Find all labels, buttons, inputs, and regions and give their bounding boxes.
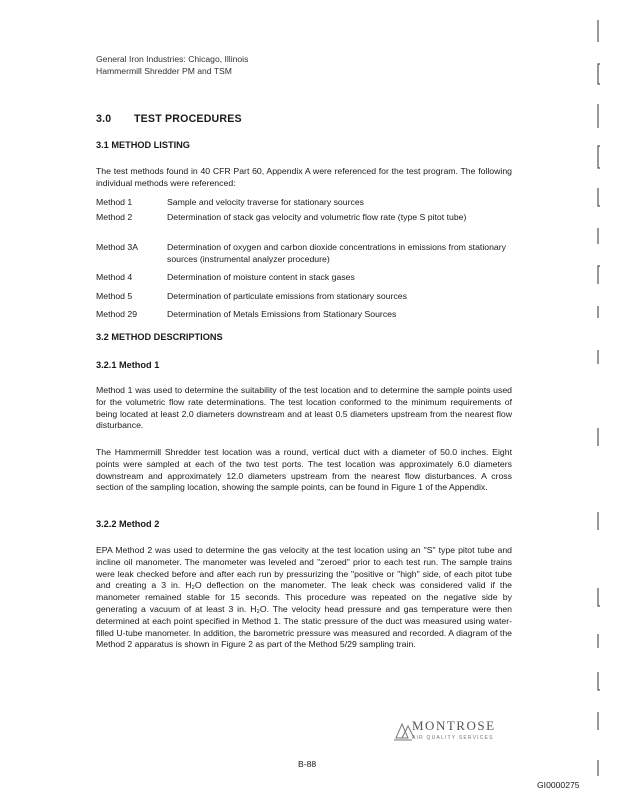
method1-paragraph-1: Method 1 was used to determine the suitability of the test location and to determine the sample points used for the volumetric flow rate determinations. The test location conformed to the minimum requirements of being located at least 2.0 diameters downstream and at least 0.5 diameters upstream from the nearest flow disturbance. [96, 385, 512, 431]
logo-subtitle: AIR QUALITY SERVICES [412, 735, 494, 741]
method-listing-heading: 3.1 METHOD LISTING [96, 140, 190, 150]
method-name: Method 1 [96, 197, 133, 207]
method-description: Determination of Metals Emissions from Stationary Sources [167, 309, 397, 319]
method-description: Determination of stack gas velocity and volumetric flow rate (type S pitot tube) [167, 212, 467, 222]
header-line-project: Hammermill Shredder PM and TSM [96, 66, 232, 76]
method-list-item [96, 272, 512, 284]
method-listing-intro: The test methods found in 40 CFR Part 60, Appendix A were referenced for the test program. The following individual methods were referenced: [96, 166, 512, 188]
section-title-text: TEST PROCEDURES [134, 113, 242, 125]
document-id: GI0000275 [537, 780, 580, 790]
method1-paragraph-2: The Hammermill Shredder test location was a round, vertical duct with a diameter of 50.0 inches. Eight points were sampled at each of the two test ports. The test location was approximately 6.0 diameters downstream and approximately 12.0 diameters upstream from the nearest flow disturbances. A cross section of the sampling location, showing the sample points, can be found in Figure 1 of the Appendix. [96, 447, 512, 493]
method-description: Sample and velocity traverse for stationary sources [167, 197, 365, 207]
method2-heading: 3.2.2 Method 2 [96, 519, 160, 529]
method-name: Method 29 [96, 309, 138, 319]
document-header [96, 53, 248, 77]
scan-edge-marks [590, 0, 618, 800]
method-name: Method 3A [96, 242, 139, 252]
method-descriptions-heading: 3.2 METHOD DESCRIPTIONS [96, 332, 223, 342]
method1-heading: 3.2.1 Method 1 [96, 360, 160, 370]
method-description: Determination of particulate emissions from stationary sources [167, 291, 407, 301]
method-list-item [96, 309, 512, 321]
logo-name: MONTROSE [412, 718, 496, 733]
page-number: B-88 [298, 759, 317, 769]
method-name: Method 4 [96, 272, 133, 282]
method-list-item [96, 291, 512, 303]
method-list-item [96, 212, 512, 224]
method-list-item [96, 197, 512, 209]
method2-paragraph-1: EPA Method 2 was used to determine the gas velocity at the test location using an "S" type pitot tube and incline oil manometer. The manometer was leveled and "zeroed" prior to each test run. The sample trains were leak checked before and after each run by pressurizing the "positive or "high" side, of each pitot tube and creating a 3 in. H₂O deflection on the manometer. The leak check was considered valid if the manometer remained stable for 15 seconds. This procedure was repeated on the negative side by generating a vacuum of at least 3 in. H₂O. The velocity head pressure and gas temperature were then determined at each point specified in Method 1. The static pressure of the duct was measured using water-filled U-tube manometer. In addition, the barometric pressure was measured and recorded. A diagram of the Method 2 apparatus is shown in Figure 2 as part of the Method 5/29 sampling train. [96, 545, 512, 650]
method-name: Method 5 [96, 291, 133, 301]
section-number: 3.0 [96, 113, 112, 125]
method-description: Determination of oxygen and carbon dioxide concentrations in emissions from stationary sources (instrumental analyzer procedure) [167, 242, 506, 264]
method-description: Determination of moisture content in stack gases [167, 272, 355, 282]
section-title [96, 113, 242, 125]
method-list-item [96, 242, 512, 266]
method-name: Method 2 [96, 212, 133, 222]
header-line-company: General Iron Industries: Chicago, Illinois [96, 54, 249, 64]
